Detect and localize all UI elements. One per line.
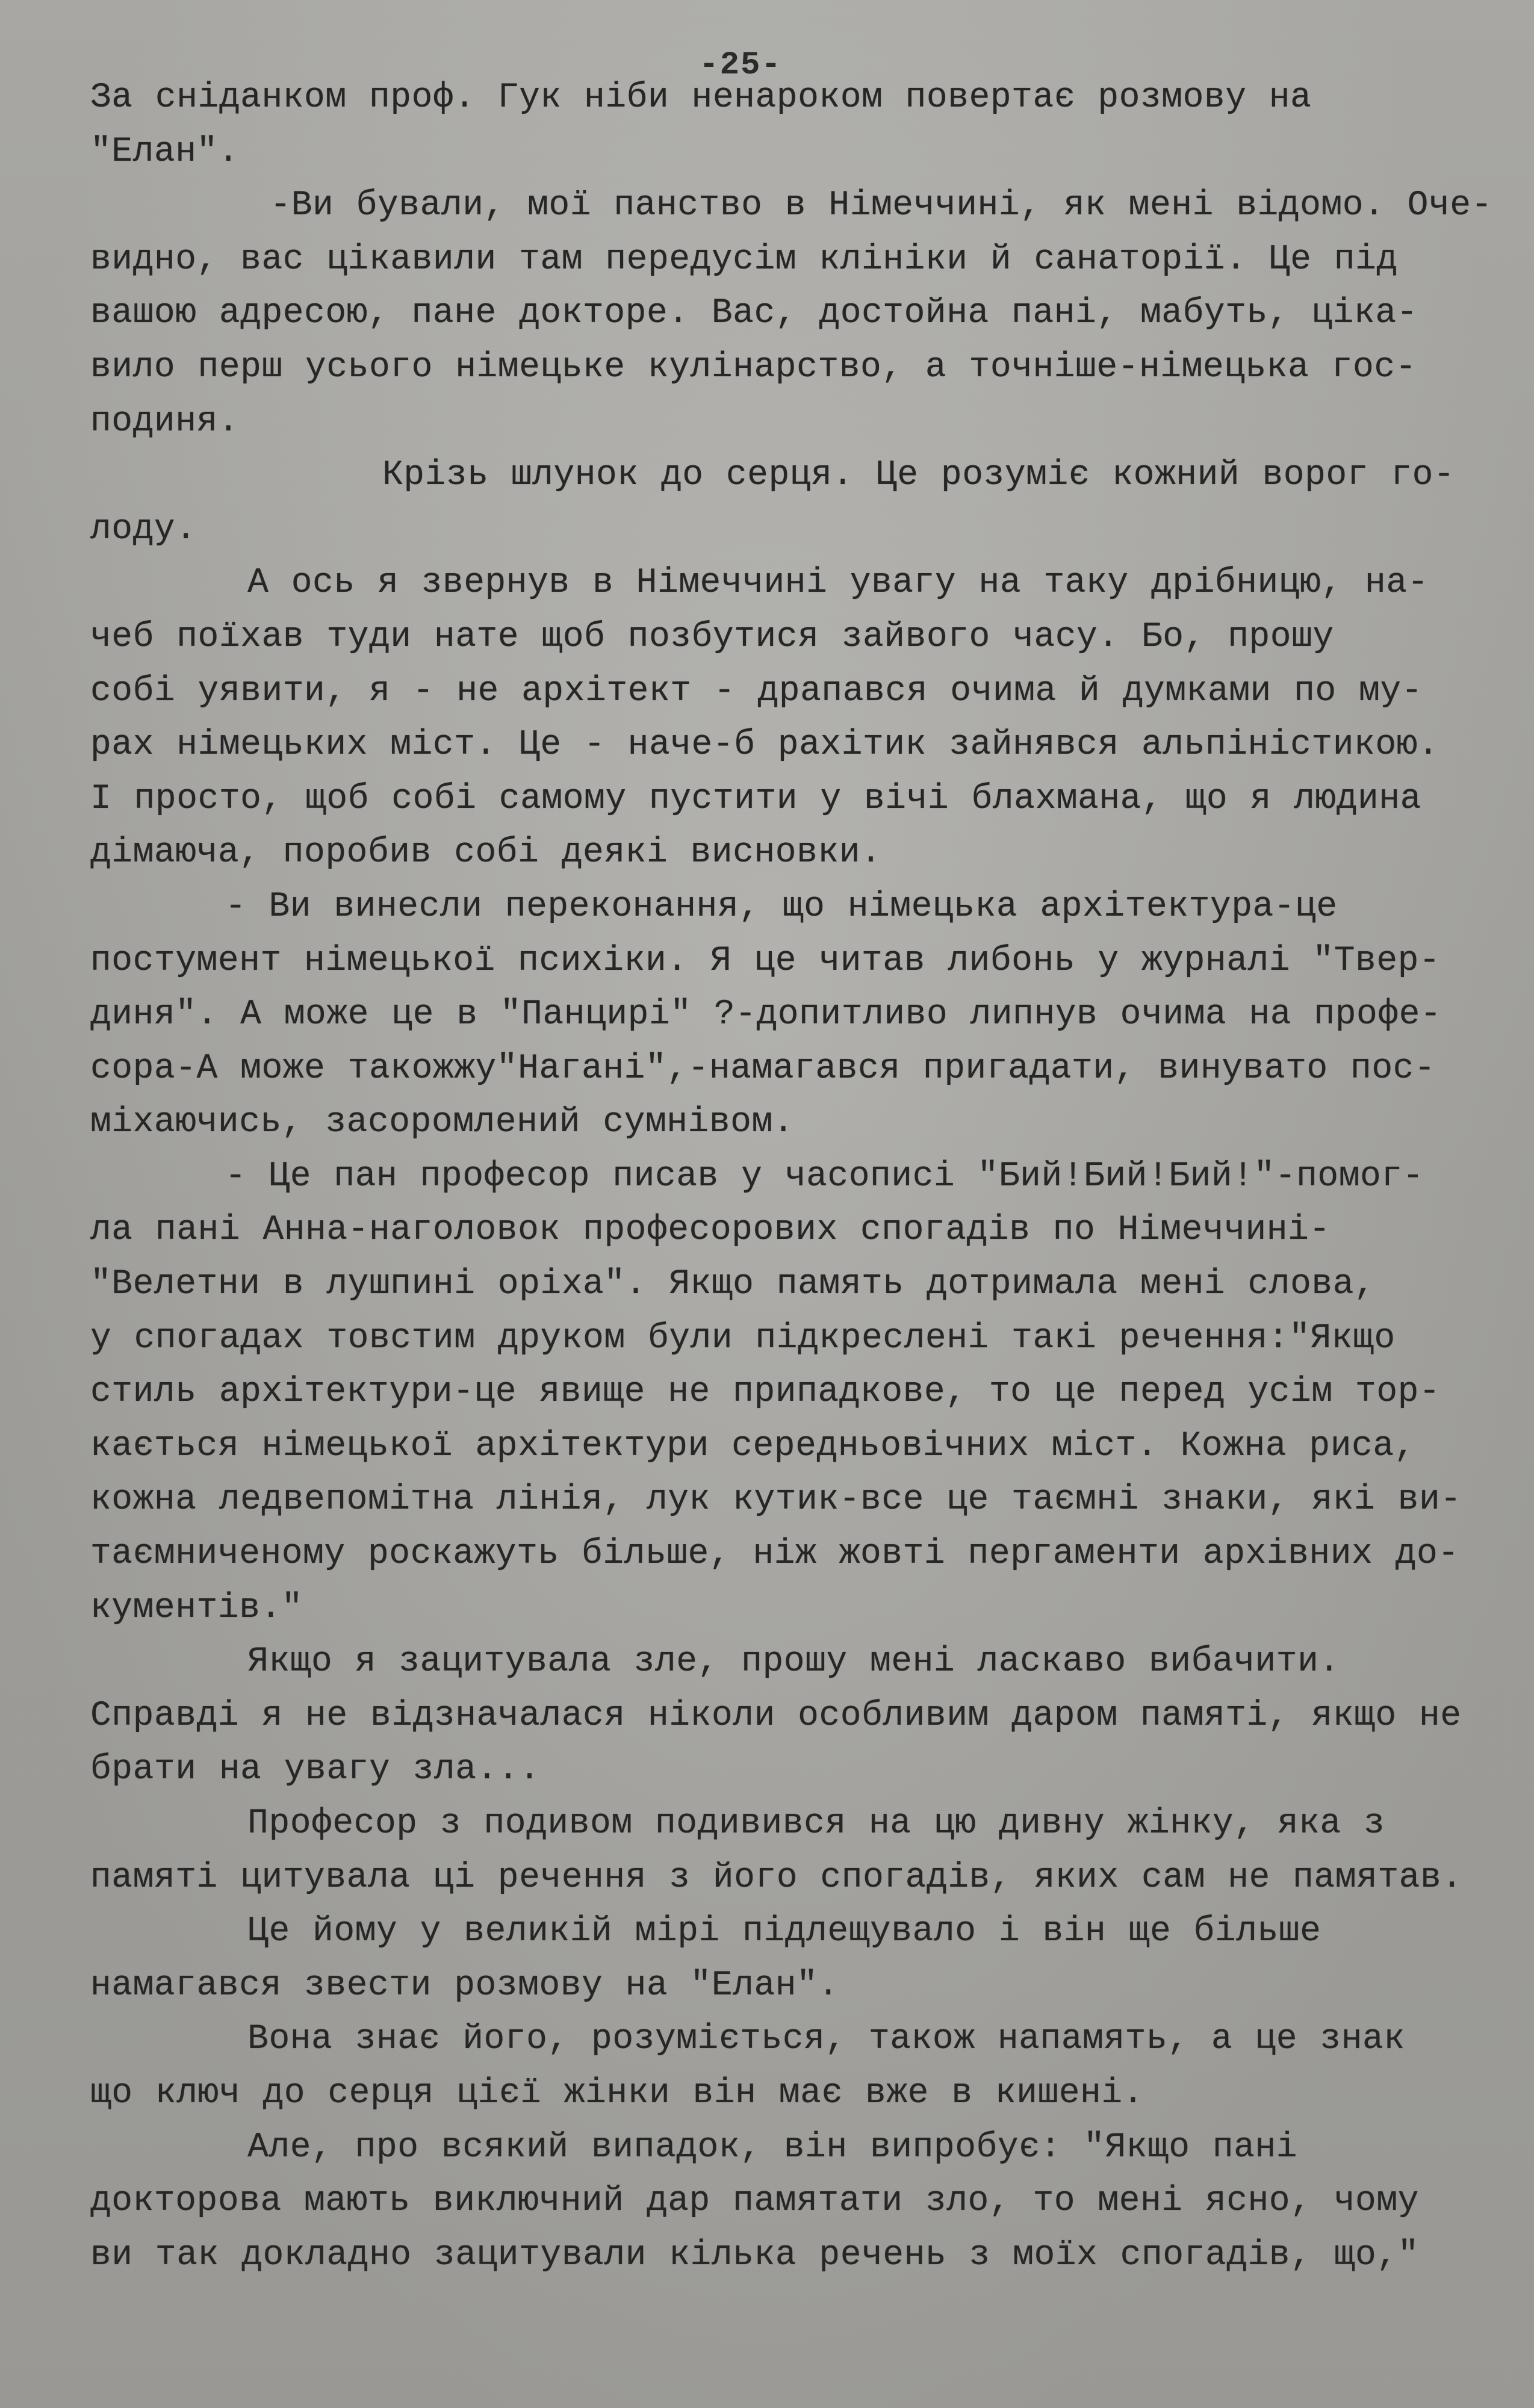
text-line: За сніданком проф. Гук ніби ненароком повертає розмову на <box>90 78 1312 117</box>
text-line: рах німецьких міст. Це - наче-б рахітик зайнявся альпіністикою. <box>90 725 1439 765</box>
text-line: кожна ледвепомітна лінія, лук кутик-все це таємні знаки, які ви- <box>90 1480 1462 1520</box>
text-line: докторова мають виключний дар памятати зло, то мені ясно, чому <box>90 2182 1419 2221</box>
text-line: Це йому у великій мірі підлещувало і він ще більше <box>90 1912 1321 1952</box>
text-line: І просто, щоб собі самому пустити у вічі блахмана, що я людина <box>90 779 1421 819</box>
text-line: ла пані Анна-наголовок професорових спогадів по Німеччині- <box>90 1211 1331 1250</box>
text-line: вашою адресою, пане докторе. Вас, достойна пані, мабуть, ціка- <box>90 294 1418 334</box>
text-line: "Елан". <box>90 132 240 172</box>
text-line: собі уявити, я - не архітект - драпався очима й думками по му- <box>90 671 1423 711</box>
text-line: вило перш усього німецьке кулінарство, а точніше-німецька гос- <box>90 347 1417 387</box>
text-line: у спогадах товстим друком були підкреслені такі речення:"Якщо <box>90 1318 1396 1358</box>
text-line: брати на увагу зла... <box>90 1750 541 1790</box>
text-line: - Ви винесли переконання, що німецька архітектура-це <box>90 887 1338 926</box>
text-line: диня". А може це в "Панцирі" ?-допитливо липнув очима на профе- <box>90 995 1442 1035</box>
text-line: міхаючись, засоромлений сумнівом. <box>90 1103 795 1143</box>
text-line: намагався звести розмову на "Елан". <box>90 1966 839 2005</box>
text-line: - Це пан професор писав у часописі "Бий!Бий!Бий!"-помог- <box>90 1156 1424 1196</box>
text-line: ви так докладно зацитували кілька речень з моїх спогадів, що," <box>90 2235 1419 2275</box>
text-line: сора-А може такожжу"Нагані",-намагався пригадати, винувато пос- <box>90 1049 1436 1088</box>
text-line: видно, вас цікавили там передусім клініки й санаторії. Це під <box>90 240 1398 279</box>
text-line: Якщо я зацитувала зле, прошу мені ласкаво вибачити. <box>90 1642 1340 1682</box>
typescript-body <box>90 71 1492 2282</box>
text-line: кументів." <box>90 1588 303 1628</box>
text-line: дімаюча, поробив собі деякі висновки. <box>90 833 882 873</box>
text-line: Вона знає його, розуміється, також напамять, а це знак <box>90 2020 1405 2059</box>
text-line: лоду. <box>90 509 197 549</box>
text-line: "Велетни в лушпині оріха". Якщо память дотримала мені слова, <box>90 1265 1376 1305</box>
text-line: кається німецької архітектури середньовічних міст. Кожна риса, <box>90 1426 1415 1466</box>
text-line: -Ви бували, мої панство в Німеччині, як мені відомо. Оче- <box>90 186 1492 226</box>
text-line: що ключ до серця цієї жінки він має вже в кишені. <box>90 2073 1144 2113</box>
text-line: Професор з подивом подивився на цю дивну жінку, яка з <box>90 1804 1385 1843</box>
text-line: Справді я не відзначалася ніколи особливим даром памяті, якщо не <box>90 1696 1462 1736</box>
page-number: -25- <box>699 47 782 84</box>
text-line: памяті цитувала ці речення з його спогадів, яких сам не памятав. <box>90 1858 1463 1898</box>
text-line: постумент німецької психіки. Я це читав либонь у журналі "Твер- <box>90 941 1441 981</box>
text-line: таємниченому роскажуть більше, ніж жовті пергаменти архівних до- <box>90 1534 1459 1574</box>
text-line: чеб поїхав туди нате щоб позбутися зайвого часу. Бо, прошу <box>90 617 1334 657</box>
text-line: А ось я звернув в Німеччині увагу на таку дрібницю, на- <box>90 563 1429 603</box>
text-line: Але, про всякий випадок, він випробує: "Якщо пані <box>90 2127 1298 2167</box>
text-line: Крізь шлунок до серця. Це розуміє кожний ворог го- <box>90 456 1455 495</box>
text-line: подиня. <box>90 402 240 441</box>
text-line: стиль архітектури-це явище не припадкове, то це перед усім тор- <box>90 1373 1441 1412</box>
